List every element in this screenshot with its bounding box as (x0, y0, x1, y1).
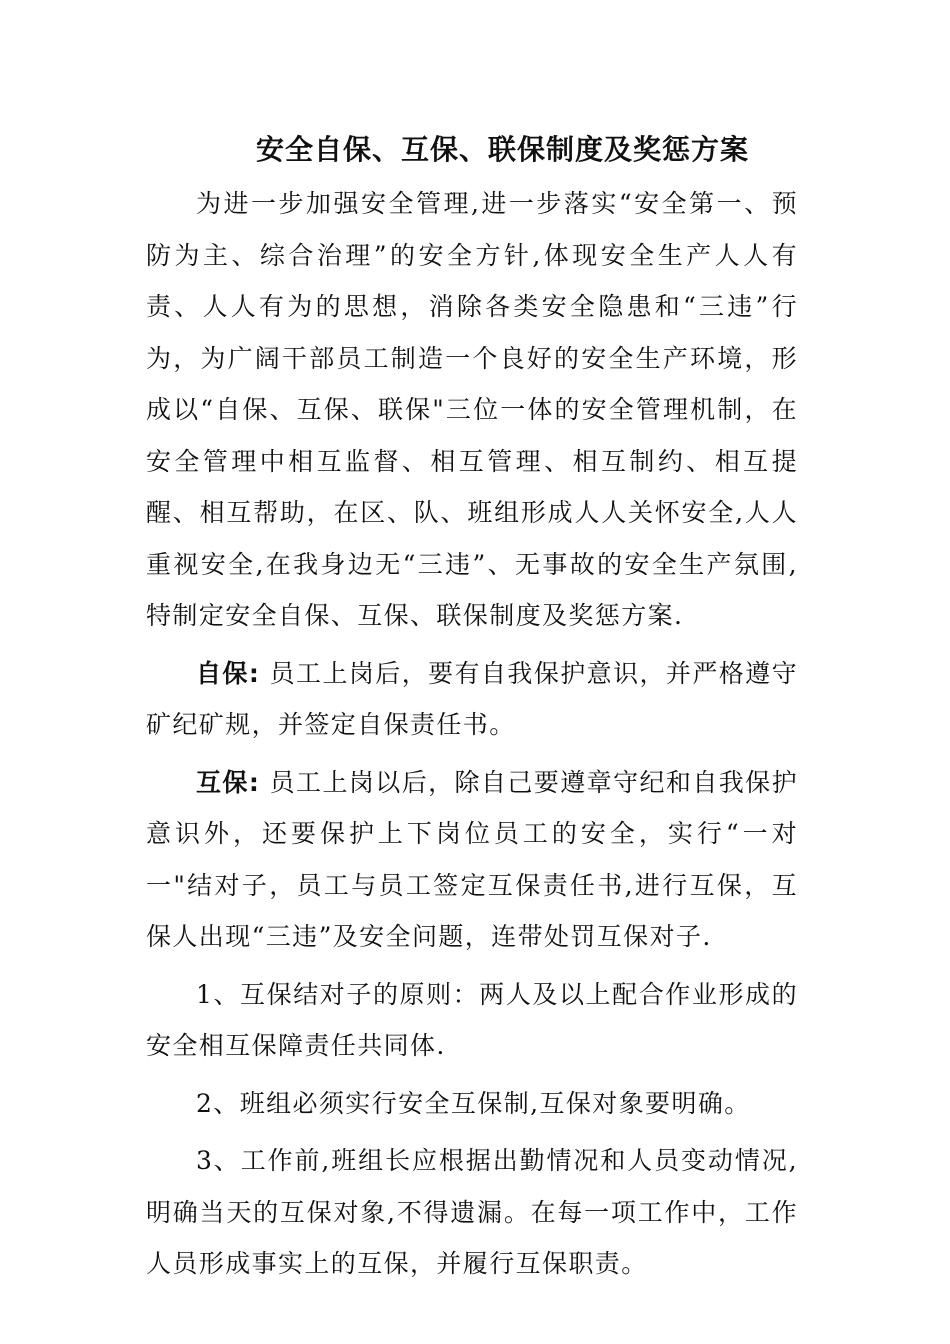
rule-item-2: 2、班组必须实行安全互保制,互保对象要明确。 (196, 1088, 751, 1118)
self-protection-paragraph (146, 648, 798, 751)
self-protection-text: 员工上岗后，要有自我保护意识，并严格遵守矿纪矿规，并签定自保责任书。 (146, 658, 798, 739)
mutual-protection-label: 互保: (196, 767, 261, 797)
mutual-protection-text: 员工上岗以后，除自己要遵章守纪和自我保护意识外，还要保护上下岗位员工的安全，实行“一对一"结对子，员工与员工签定互保责任书,进行互保，互保人出现“三违”及安全问题，连带处罚互保对子. (146, 767, 798, 951)
rule-item-3: 3、工作前,班组长应根据出勤情况和人员变动情况,明确当天的互保对象,不得遗漏。在每一项工作中，工作人员形成事实上的互保，并履行互保职责。 (146, 1146, 798, 1278)
rule-item-1: 1、互保结对子的原则：两人及以上配合作业形成的安全相互保障责任共同体. (146, 979, 798, 1060)
intro-paragraph: 为进一步加强安全管理,进一步落实“安全第一、预防为主、综合治理”的安全方针,体现安全生产人人有责、人人有为的思想，消除各类安全隐患和“三违”行为，为广阔干部员工制造一个良好的安全生产环境，形成以“自保、互保、联保"三位一体的安全管理机制，在安全管理中相互监督、相互管理、相互制约、相互提醒、相互帮助，在区、队、班组形成人人关怀安全,人人重视安全,在我身边无“三违”、无事故的安全生产氛围,特制定安全自保、互保、联保制度及奖惩方案. (146, 189, 798, 630)
document-title: 安全自保、互保、联保制度及奖惩方案 (255, 133, 749, 166)
document-body (146, 178, 798, 1294)
mutual-protection-paragraph (146, 757, 798, 963)
self-protection-label: 自保: (196, 658, 261, 688)
